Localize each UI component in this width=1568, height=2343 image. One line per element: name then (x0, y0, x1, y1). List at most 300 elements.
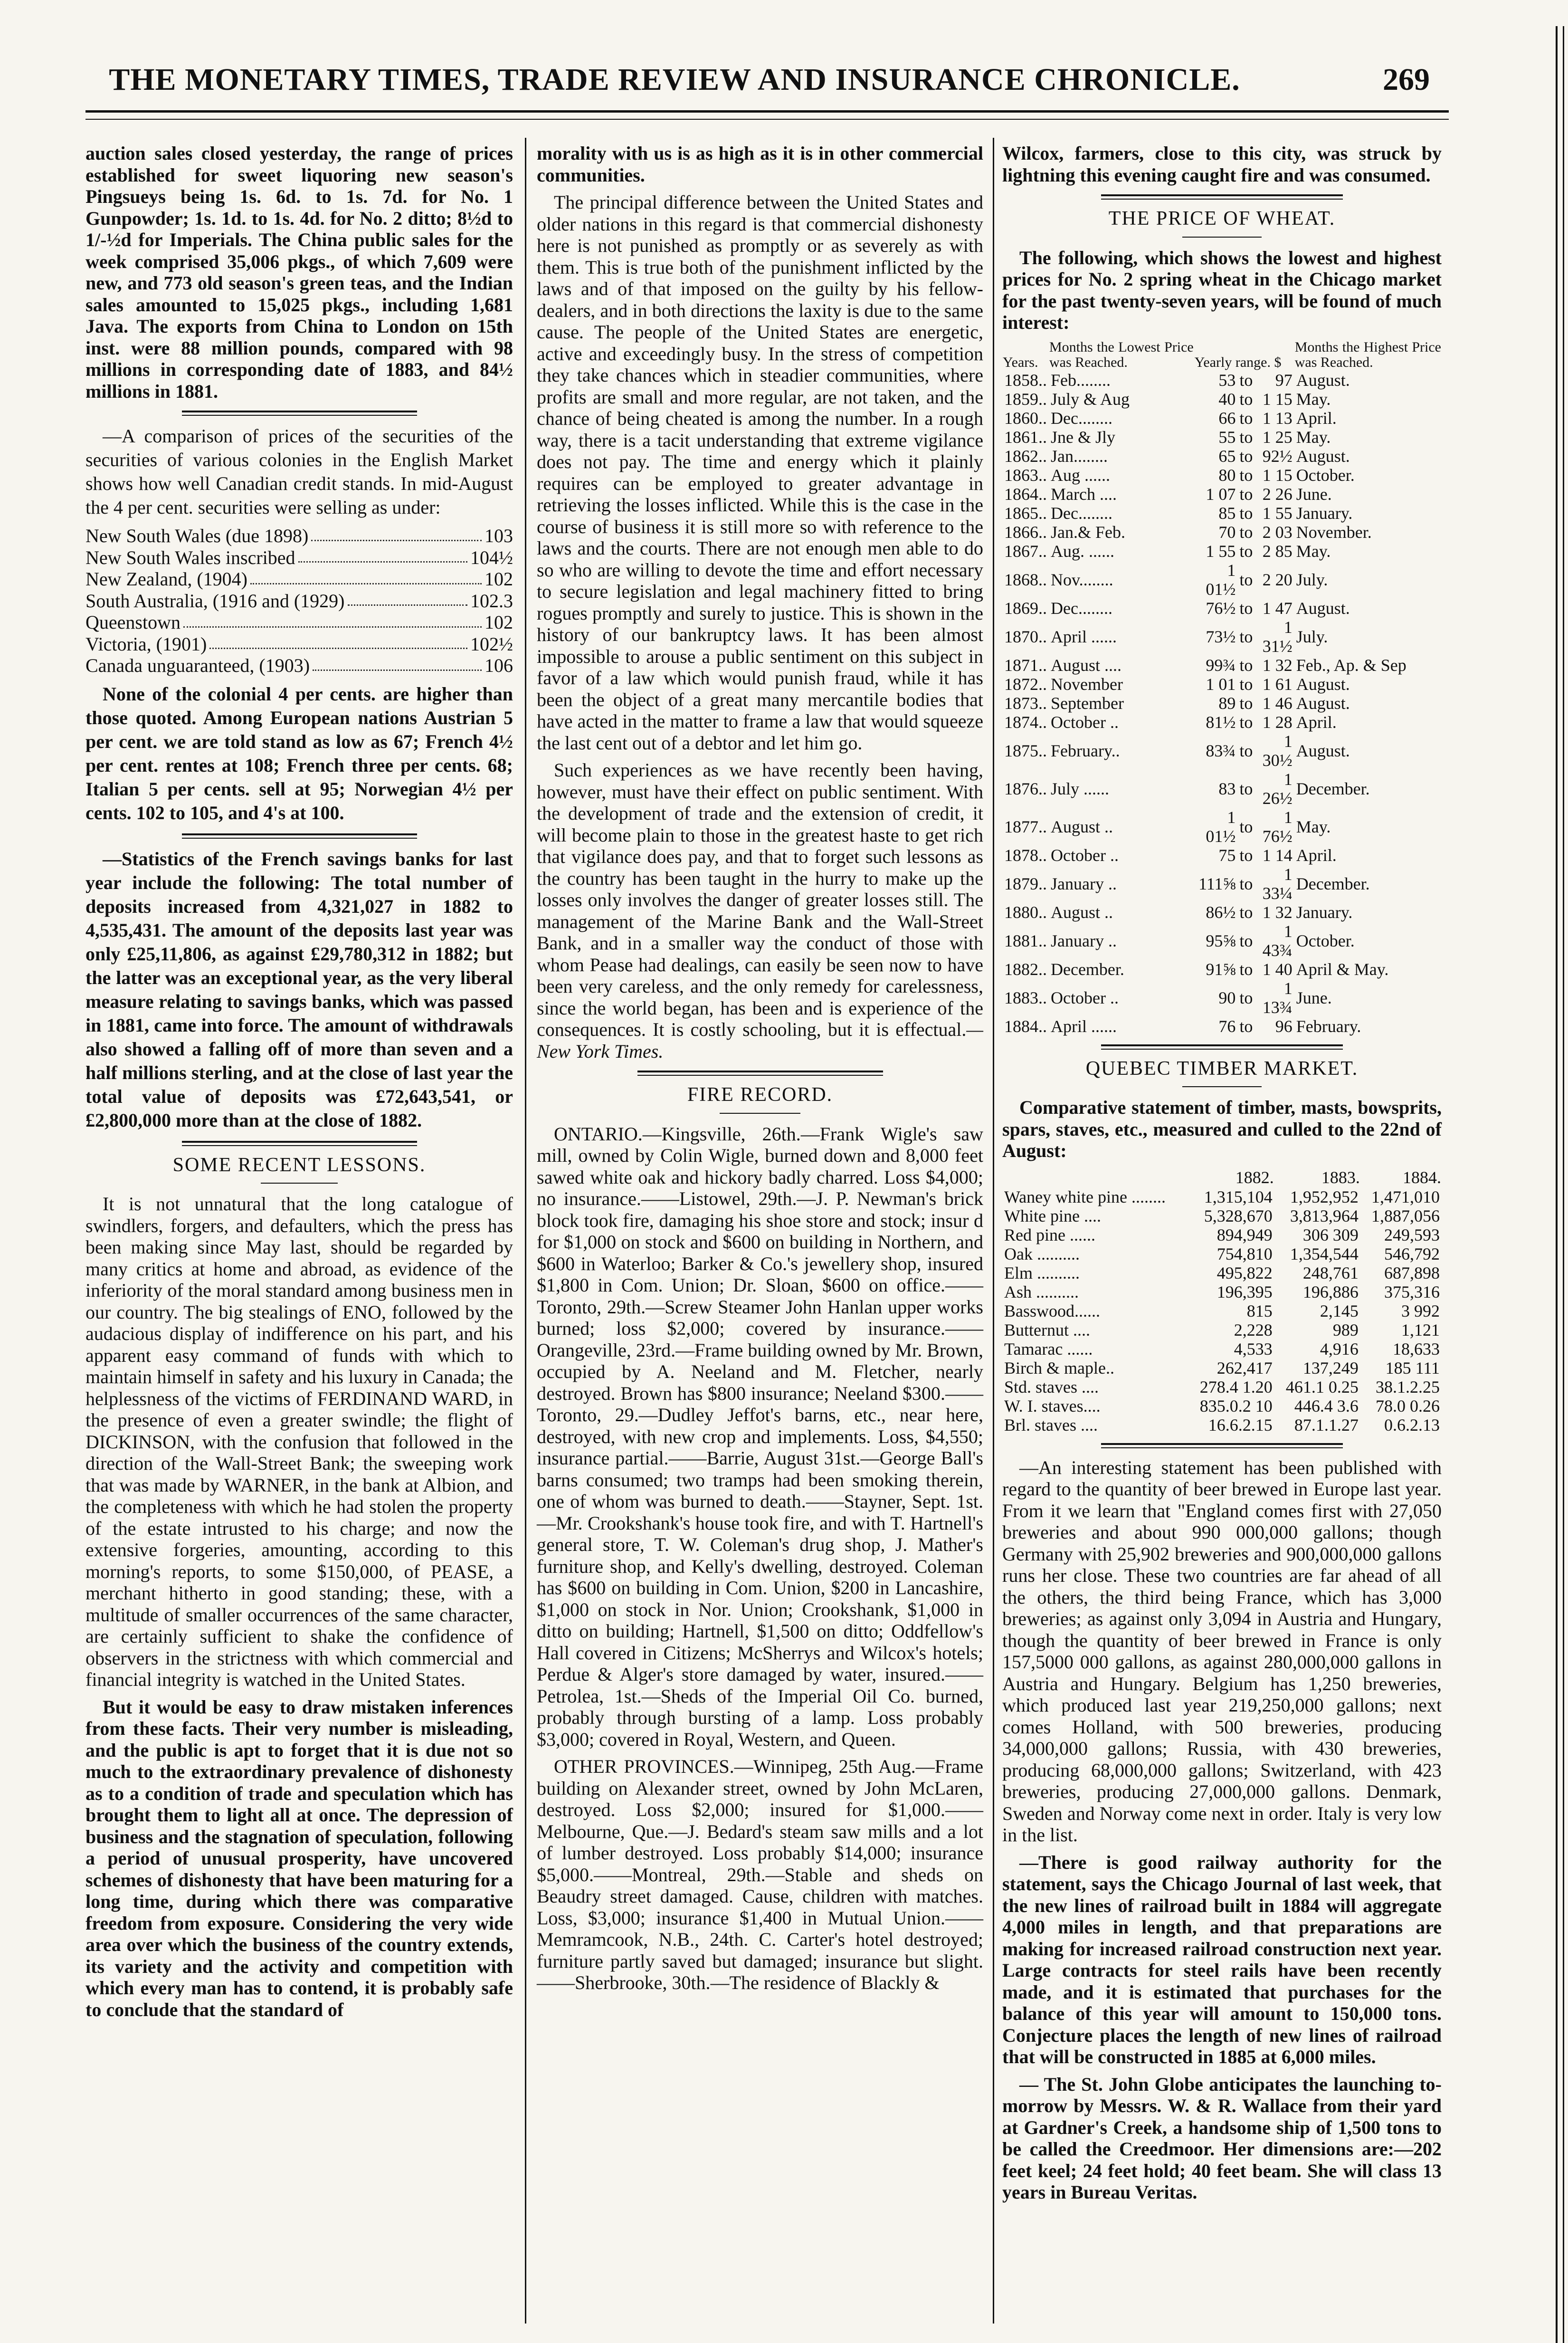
table-cell: 1 55 (1262, 503, 1292, 523)
table-cell: May. (1296, 541, 1331, 561)
table-cell: December. (1296, 779, 1370, 798)
list-item: New Zealand, (1904) 102 (86, 568, 513, 590)
table-cell: to (1239, 541, 1253, 561)
table-row (1002, 1225, 1442, 1244)
table-cell: October .. (1051, 988, 1119, 1007)
running-header (71, 57, 1449, 114)
column-header: Years. (1003, 354, 1038, 370)
table-cell: to (1239, 503, 1253, 523)
wheat-price-table (1002, 339, 1442, 1036)
table-cell: 1 01½ (1206, 560, 1236, 599)
section-heading: QUEBEC TIMBER MARKET. (1085, 1057, 1359, 1080)
table-cell: April ...... (1051, 627, 1117, 646)
region-label: OTHER PROVINCES. (554, 1756, 734, 1777)
table-cell: Elm .......... (1004, 1263, 1080, 1282)
table-cell: 89 (1218, 693, 1236, 713)
table-cell: March .... (1051, 484, 1117, 504)
table-cell: 91⅝ (1206, 959, 1236, 979)
section-heading: FIRE RECORD. (687, 1084, 833, 1106)
paragraph: — The St. John Globe anticipates the launching to-morrow by Messrs. W. & R. Wallace from their yard at Gardner's Creek, a handsome ship of 1,500 tons to be called the Creedmoor. Her dimensions are:—202 feet keel; 24 feet hold; 40 feet beam. She will class 13 years in Bureau Veritas. (1002, 2073, 1442, 2203)
section-rule (182, 833, 417, 839)
table-cell: 1 15 (1262, 465, 1292, 485)
section-heading: THE PRICE OF WHEAT. (1108, 208, 1336, 230)
table-row (1002, 903, 1442, 922)
table-cell: February.. (1051, 741, 1120, 760)
table-row (1002, 1017, 1442, 1036)
section-rule (1101, 1443, 1343, 1448)
table-cell: Dec........ (1051, 598, 1112, 618)
table-cell: 1 40 (1262, 959, 1292, 979)
paragraph: —An interesting statement has been published with regard to the quantity of beer brewed in Europe last year. From it we learn that "England comes first with 27,050 breweries and about 990 000,000 gallons; though Germany with 25,902 breweries and 900,000,000 gallons runs her close. These two countries are far ahead of all the others, the third being France, which has 3,000 breweries; as against only 3,094 in Austria and Hungary, though the quantity of beer brewed in France is only 157,5000 000 gallons, as against 280,000,000 gallons in Austria and Hungary. Belgium has 1,250 breweries, which produced last year 219,250,000 gallons; next comes Holland, with 500 breweries, producing 34,000,000 gallons; Russia, with 430 breweries, producing 68,000,000 gallons; Switzerland, with 423 breweries, producing 27,000,000 gallons. Denmark, Sweden and Norway come next in order. Italy is very low in the list. (1002, 1456, 1442, 1846)
table-cell: 1 25 (1262, 427, 1292, 447)
paragraph (537, 759, 983, 1062)
header-rule (86, 110, 1449, 113)
table-cell: 1 30½ (1262, 731, 1292, 770)
table-cell: April ...... (1051, 1016, 1117, 1036)
table-cell: January. (1296, 503, 1353, 523)
paragraph-text: —Winnipeg, 25th Aug.—Frame building on Alexander street, owned by John McLaren, destroyed. Loss $2,000; insured for $1,000.——Melbourne, Que.—J. Bedard's steam saw mills and a lot of lumber destroyed. Loss probably $14,000; insurance $5,000.——Montreal, 29th.—Stable and sheds on Beaudry street damaged. Cause, children with matches. Loss, $3,000; insurance $1,400 in Mutual Union.——Memramcook, N.B., 24th. C. Carter's hotel destroyed; furniture partly saved but damaged; insurance but slight.——Sherbrooke, 30th.—The residence of Blackly & (537, 1756, 983, 1993)
table-cell: 76½ (1206, 598, 1236, 618)
table-row (1002, 960, 1442, 979)
column-header: 1884. (1403, 1167, 1441, 1187)
table-cell: 835.0.2 10 (1199, 1396, 1273, 1415)
table-cell: February. (1296, 1016, 1361, 1036)
page-frame-line (1563, 26, 1564, 2343)
table-cell: 92½ (1262, 446, 1292, 466)
source-citation: —New York Times. (537, 1019, 983, 1062)
table-row (1002, 656, 1442, 675)
list-item: Queenstown 102 (86, 612, 513, 633)
table-cell: 1 13 (1262, 408, 1292, 428)
table-row (1002, 713, 1442, 732)
table-cell: 1874.. (1004, 712, 1047, 732)
table-cell: 185 111 (1385, 1358, 1440, 1377)
table-cell: 1861.. (1004, 427, 1047, 447)
table-row (1002, 1244, 1442, 1263)
header-rule (86, 119, 1449, 120)
table-cell: Jan.& Feb. (1051, 522, 1125, 542)
table-cell: 38.1.2.25 (1376, 1377, 1440, 1396)
table-cell: to (1239, 988, 1253, 1007)
table-cell: 95⅝ (1206, 931, 1236, 950)
table-cell: April. (1296, 712, 1337, 732)
heading-rule (720, 1113, 800, 1114)
table-cell: 1860.. (1004, 408, 1047, 428)
table-cell: 1883.. (1004, 988, 1047, 1007)
table-cell: Tamarac ...... (1004, 1339, 1093, 1358)
heading-rule (1182, 1086, 1262, 1087)
table-cell: 1864.. (1004, 484, 1047, 504)
paragraph: None of the colonial 4 per cents. are higher than those quoted. Among European nations Austrian 5 per cent. we are told stand as low as 67; French 4½ per cent. rentes at 108; French three per cents. 68; Italian 5 per cents. sell at 95; Norwegian 4½ per cents. 102 to 105, and 4's at 100. (86, 683, 513, 823)
table-cell: 0.6.2.13 (1384, 1415, 1440, 1434)
column-2 (537, 143, 983, 1999)
table-cell: 18,633 (1393, 1339, 1440, 1358)
table-cell: Oak .......... (1004, 1244, 1080, 1263)
table-row (1002, 865, 1442, 903)
table-cell: 65 (1218, 446, 1236, 466)
table-row (1002, 1377, 1442, 1396)
table-cell: to (1239, 959, 1253, 979)
table-cell: 40 (1218, 389, 1236, 409)
table-cell: to (1239, 408, 1253, 428)
table-cell: to (1239, 693, 1253, 713)
table-cell: 53 (1218, 370, 1236, 390)
table-cell: December. (1051, 959, 1124, 979)
securities-list (86, 525, 513, 677)
table-row (1002, 428, 1442, 447)
table-cell: 1 26½ (1262, 769, 1292, 808)
table-cell: 1865.. (1004, 503, 1047, 523)
table-cell: 1877.. (1004, 817, 1047, 836)
table-cell: August. (1296, 446, 1350, 466)
paragraph: The following, which shows the lowest and highest prices for No. 2 spring wheat in the Chicago market for the past twenty-seven years, will be found of much interest: (1002, 247, 1442, 333)
table-row (1002, 485, 1442, 504)
table-cell: Butternut .... (1004, 1320, 1090, 1339)
column-header: Yearly range. $ (1194, 354, 1282, 370)
table-cell: 2,145 (1320, 1301, 1359, 1320)
table-cell: January .. (1051, 874, 1117, 893)
table-cell: 1 14 (1262, 845, 1292, 865)
table-cell: 99¾ (1206, 655, 1236, 675)
table-cell: 2 20 (1262, 570, 1292, 589)
table-cell: May. (1296, 389, 1331, 409)
table-header-row (1002, 1167, 1442, 1187)
table-cell: 76 (1218, 1016, 1236, 1036)
table-cell: October .. (1051, 845, 1119, 865)
table-cell: 97 (1275, 370, 1292, 390)
table-cell: 1875.. (1004, 741, 1047, 760)
list-item: New South Wales inscribed 104½ (86, 546, 513, 568)
table-row (1002, 922, 1442, 960)
table-cell: 1881.. (1004, 931, 1047, 950)
table-cell: 1870.. (1004, 627, 1047, 646)
table-cell: July ...... (1051, 779, 1110, 798)
table-cell: 80 (1218, 465, 1236, 485)
table-cell: 1884.. (1004, 1016, 1047, 1036)
table-row (1002, 1206, 1442, 1225)
table-cell: 1 07 (1206, 484, 1236, 504)
table-cell: to (1239, 484, 1253, 504)
table-cell: April. (1296, 408, 1337, 428)
table-cell: to (1239, 370, 1253, 390)
table-cell: Feb., Ap. & Sep (1296, 655, 1406, 675)
table-row (1002, 561, 1442, 599)
list-item: South Australia, (1916 and (1929) 102.3 (86, 590, 513, 612)
table-cell: December. (1296, 874, 1370, 893)
table-cell: 1863.. (1004, 465, 1047, 485)
table-cell: 4,916 (1320, 1339, 1359, 1358)
table-cell: 546,792 (1384, 1244, 1440, 1263)
table-cell: Waney white pine ........ (1004, 1187, 1166, 1206)
table-cell: 894,949 (1216, 1225, 1273, 1244)
heading-rule (261, 1183, 338, 1184)
header-title: THE MONETARY TIMES, TRADE REVIEW AND INSURANCE CHRONICLE. (109, 62, 1240, 97)
list-item: New South Wales (due 1898) 103 (86, 525, 513, 546)
list-item: Canada unguaranteed, (1903) 106 (86, 655, 513, 676)
table-cell: 1 13¾ (1262, 978, 1292, 1017)
table-cell: 1,121 (1401, 1320, 1440, 1339)
table-cell: to (1239, 817, 1253, 836)
table-cell: June. (1296, 484, 1332, 504)
table-cell: to (1239, 779, 1253, 798)
table-cell: 1 33¼ (1262, 864, 1292, 903)
table-cell: 70 (1218, 522, 1236, 542)
table-row (1002, 732, 1442, 770)
section-rule (1101, 194, 1343, 200)
table-cell: 495,822 (1216, 1263, 1273, 1282)
table-cell: 3 992 (1401, 1301, 1440, 1320)
paragraph-text: Such experiences as we have recently been having, however, must have their effect on public sentiment. With the development of trade and the extension of credit, it will become plain to those in the greatest haste to get rich that vigilance does pay, and that to forget such lessons as the country has been taught in the hurry to make up the losses only involves the danger of greater losses still. The management of the Marine Bank and the Wall-Street Bank, and in a smaller way the conduct of those with whom Pease had dealings, can easily be seen now to have been very careless, and the only remedy for carelessness, since the world began, has been and is experience of the consequences. It is costly schooling, but it is effectual. (537, 759, 983, 1040)
table-row (1002, 1282, 1442, 1301)
table-cell: 96 (1275, 1016, 1292, 1036)
table-cell: to (1239, 446, 1253, 466)
region-label: ONTARIO. (554, 1123, 643, 1145)
table-cell: 687,898 (1384, 1263, 1440, 1282)
table-cell: 1879.. (1004, 874, 1047, 893)
table-cell: 83 (1218, 779, 1236, 798)
table-cell: Jan........ (1051, 446, 1108, 466)
table-cell: 989 (1332, 1320, 1359, 1339)
heading-rule (1182, 237, 1262, 238)
table-cell: 16.6.2.15 (1208, 1415, 1273, 1434)
table-cell: to (1239, 902, 1253, 922)
table-cell: Ash .......... (1004, 1282, 1079, 1301)
table-cell: Birch & maple.. (1004, 1358, 1114, 1377)
table-row (1002, 599, 1442, 618)
table-cell: Dec........ (1051, 503, 1112, 523)
table-cell: 1 28 (1262, 712, 1292, 732)
table-cell: to (1239, 1016, 1253, 1036)
section-rule (637, 1071, 883, 1076)
table-cell: Aug ...... (1051, 465, 1110, 485)
table-cell: 1 32 (1262, 902, 1292, 922)
table-cell: 815 (1246, 1301, 1273, 1320)
table-cell: 1868.. (1004, 570, 1047, 589)
table-row (1002, 390, 1442, 409)
table-cell: to (1239, 655, 1253, 675)
paragraph: —Statistics of the French savings banks for last year include the following: The total number of deposits increased from 4,321,027 in 1882 to 4,535,431. The amount of the deposits last year was only £25,11,806, as against £29,780,312 in 1882; but the latter was an exceptional year, as the very liberal measure relating to savings banks, which was passed in 1881, came into force. The amount of withdrawals also showed a falling off of more than seven and a half millions sterling, and at the close of last year the total value of deposits was £72,643,541, or £2,800,000 more than at the close of 1882. (86, 848, 513, 1131)
table-cell: 196,886 (1302, 1282, 1359, 1301)
table-cell: 1 46 (1262, 693, 1292, 713)
table-row (1002, 1415, 1442, 1434)
section-rule (1101, 1044, 1343, 1050)
table-cell: 461.1 0.25 (1285, 1377, 1359, 1396)
column-1 (86, 143, 513, 2026)
table-cell: 196,395 (1216, 1282, 1273, 1301)
table-cell: to (1239, 674, 1253, 694)
table-cell: October. (1296, 931, 1355, 950)
table-cell: 1,315,104 (1204, 1187, 1273, 1206)
table-cell: to (1239, 741, 1253, 760)
table-cell: 278.4 1.20 (1199, 1377, 1273, 1396)
table-cell: 248,761 (1302, 1263, 1359, 1282)
table-cell: 1866.. (1004, 522, 1047, 542)
paragraph: The principal difference between the United States and older nations in this regard is that commercial dishonesty here is not punished as promptly or as severely as with them. This is true both of the punishment inflicted by the laws and of that imposed on the guilty by his fellow-dealers, and in both directions the laxity is due to the same cause. The people of the United States are energetic, active and exceedingly busy. In the stress of competition they take chances which in steadier communities, where profits are small and more regular, are not taken, and the chance of being cheated is among the number. In a rough way, there is a tacit understanding that extreme vigilance does not pay. The time and energy which it plainly requires can be employed to greater advantage in retrieving the losses inflicted. While this is the case in the course of business it is still more so with reference to the laws and the courts. There are not enough men able to do so who are willing to devote the time and effort necessary to secure legislation and legal machinery fitted to bring rogues promptly and surely to justice. This is shown in the history of our bankruptcy laws. It has been almost impossible to arouse a public sentiment on this subject in favor of a law which would punish fraud, while it has been the object of a great many mercantile bodies that have acted in the matter to frame a law that would squeeze the last cent out of a debtor and let him go. (537, 191, 983, 754)
table-row (1002, 466, 1442, 485)
table-cell: 1 31½ (1262, 617, 1292, 656)
table-row (1002, 675, 1442, 694)
table-cell: to (1239, 712, 1253, 732)
table-cell: 1 47 (1262, 598, 1292, 618)
table-row (1002, 371, 1442, 390)
table-cell: 1876.. (1004, 779, 1047, 798)
table-cell: Dec........ (1051, 408, 1112, 428)
page-number: 269 (1383, 62, 1430, 97)
table-cell: 306 309 (1302, 1225, 1359, 1244)
table-cell: July & Aug (1051, 389, 1130, 409)
table-cell: 1,887,056 (1371, 1206, 1440, 1225)
table-cell: August .. (1051, 817, 1113, 836)
table-cell: 1 32 (1262, 655, 1292, 675)
paragraph: Wilcox, farmers, close to this city, was struck by lightning this evening caught fire and was consumed. (1002, 143, 1442, 186)
table-cell: 1867.. (1004, 541, 1047, 561)
table-cell: Std. staves .... (1004, 1377, 1099, 1396)
table-row (1002, 1301, 1442, 1320)
column-header: Months the Highest Price was Reached. (1294, 339, 1441, 370)
column-3 (1002, 143, 1442, 2209)
table-cell: to (1239, 427, 1253, 447)
table-cell: August. (1296, 693, 1350, 713)
list-item: Victoria, (1901) 102½ (86, 633, 513, 655)
table-cell: June. (1296, 988, 1332, 1007)
column-header: 1882. (1235, 1167, 1274, 1187)
table-cell: 1882.. (1004, 959, 1047, 979)
table-cell: August. (1296, 741, 1350, 760)
table-row (1002, 618, 1442, 656)
table-cell: 2 26 (1262, 484, 1292, 504)
column-divider (525, 138, 526, 2324)
table-cell: 262,417 (1216, 1358, 1273, 1377)
table-cell: 375,316 (1384, 1282, 1440, 1301)
table-row (1002, 542, 1442, 561)
table-cell: 5,328,670 (1204, 1206, 1273, 1225)
table-cell: 249,593 (1384, 1225, 1440, 1244)
table-cell: 1878.. (1004, 845, 1047, 865)
table-cell: 85 (1218, 503, 1236, 523)
table-cell: 1,354,544 (1290, 1244, 1359, 1263)
table-cell: 86½ (1206, 902, 1236, 922)
table-cell: 3,813,964 (1290, 1206, 1359, 1225)
table-cell: Aug. ...... (1051, 541, 1114, 561)
table-cell: January .. (1051, 931, 1117, 950)
table-cell: to (1239, 845, 1253, 865)
table-cell: to (1239, 465, 1253, 485)
table-cell: to (1239, 598, 1253, 618)
section-rule (182, 1141, 417, 1146)
paragraph: morality with us is as high as it is in other commercial communities. (537, 143, 983, 186)
table-row (1002, 979, 1442, 1017)
table-cell: September (1051, 693, 1124, 713)
table-row (1002, 1396, 1442, 1415)
table-cell: Basswood...... (1004, 1301, 1101, 1320)
table-cell: 1862.. (1004, 446, 1047, 466)
table-row (1002, 447, 1442, 466)
table-cell: 66 (1218, 408, 1236, 428)
table-cell: Nov........ (1051, 570, 1113, 589)
section-heading: SOME RECENT LESSONS. (172, 1154, 426, 1176)
table-cell: April. (1296, 845, 1337, 865)
table-row (1002, 523, 1442, 542)
table-cell: 1 01 (1206, 674, 1236, 694)
table-cell: July. (1296, 627, 1328, 646)
table-cell: 446.4 3.6 (1294, 1396, 1359, 1415)
table-cell: August. (1296, 370, 1350, 390)
table-cell: to (1239, 627, 1253, 646)
table-cell: White pine .... (1004, 1206, 1101, 1225)
paragraph: It is not unnatural that the long catalogue of swindlers, forgers, and defaulters, which the press has been making since May last, should be regarded by many critics at home and abroad, as evidence of the inferiority of the moral standard among business men in our country. The big stealings of ENO, followed by the audacious display of indifference on his part, and his apparent easy command of funds with which to maintain himself in safety and his luxury in Canada; the helplessness of the victims of FERDINAND WARD, in the presence of even a greater swindle; the flight of DICKINSON, with the confusion that followed in the direction of the Wall-Street Bank; the sweeping work that was made by WARNER, in the bank at Albion, and the completeness with which he had stolen the property of the estate intrusted to his charge; and now the extensive forgeries, amounting, according to this morning's reports, to some $150,000, of PEASE, a merchant hitherto in good standing; these, with a multitude of smaller occurrences of the same character, are certainly sufficient to shake the confidence of observers in the strictness with which commercial and financial integrity is watched in the United States. (86, 1193, 513, 1690)
table-cell: Brl. staves .... (1004, 1415, 1098, 1434)
table-cell: to (1239, 570, 1253, 589)
table-cell: August. (1296, 598, 1350, 618)
table-row (1002, 1263, 1442, 1282)
table-cell: August. (1296, 674, 1350, 694)
table-cell: 1 01½ (1206, 807, 1236, 846)
table-cell: 78.0 0.26 (1376, 1396, 1440, 1415)
table-cell: 754,810 (1216, 1244, 1273, 1263)
paragraph: —A comparison of prices of the securities of the securities of various colonies in the English Market shows how well Canadian credit stands. In mid-August the 4 per cent. securities were selling as under: (86, 425, 513, 518)
table-cell: 1880.. (1004, 902, 1047, 922)
table-cell: 1,471,010 (1371, 1187, 1440, 1206)
table-cell: 81½ (1206, 712, 1236, 732)
table-cell: April & May. (1296, 959, 1389, 979)
table-cell: Jne & Jly (1051, 427, 1116, 447)
table-cell: August .. (1051, 902, 1113, 922)
table-cell: 1 43¾ (1262, 921, 1292, 960)
table-cell: May. (1296, 427, 1331, 447)
table-cell: Red pine ...... (1004, 1225, 1095, 1244)
table-cell: August .... (1051, 655, 1122, 675)
table-cell: November (1051, 674, 1123, 694)
table-cell: 2 85 (1262, 541, 1292, 561)
table-row (1002, 1339, 1442, 1358)
table-row (1002, 1358, 1442, 1377)
table-cell: to (1239, 389, 1253, 409)
table-cell: W. I. staves.... (1004, 1396, 1101, 1415)
page-frame-line (1556, 26, 1558, 2343)
table-row (1002, 1187, 1442, 1206)
paragraph: But it would be easy to draw mistaken inferences from these facts. Their very number is misleading, and the public is apt to forget that it is due not so much to the extraordinary prevalence of dishonesty as to a condition of trade and speculation which has brought them to light all at once. The depression of business and the stagnation of speculation, following a period of unusual prosperity, have uncovered schemes of dishonesty that have been maturing for a long time, during which there was comparative freedom from exposure. Considering the very wide area over which the business of the country extends, its variety and the activity and competition with which every man has to contend, it is probably safe to conclude that the standard of (86, 1696, 513, 2020)
table-cell: 2 03 (1262, 522, 1292, 542)
table-row (1002, 1320, 1442, 1339)
table-cell: 83¾ (1206, 741, 1236, 760)
table-cell: 4,533 (1234, 1339, 1273, 1358)
table-cell: November. (1296, 522, 1372, 542)
table-cell: 1859.. (1004, 389, 1047, 409)
paragraph (537, 1756, 983, 1994)
table-row (1002, 846, 1442, 865)
paragraph-text: —Kingsville, 26th.—Frank Wigle's saw mill, owned by Colin Wigle, burned down and 8,000 feet sawed white oak and hickory badly charred. Loss $4,000; no insurance.——Listowel, 29th.—J. P. Newman's brick block took fire, damaging his shoe store and stock; insur d for $1,000 on stock and $600 on building in Northern, and $600 in Waterloo; Barker & Co.'s jewellery shop, insured $1,800 in Com. Union; Dr. Sloan, $600 on office.——Toronto, 29th.—Screw Steamer John Hanlan upper works burned; loss $2,000; covered by insurance.——Orangeville, 23rd.—Frame building owned by Mr. Brown, occupied by A. Neeland and M. Fletcher, nearly destroyed. Brown has $800 insurance; Neeland $300.——Toronto, 29.—Dudley Jeffot's barns, etc., near here, destroyed, with new crop and implements. Loss, $4,550; insurance partial.——Barrie, August 31st.—George Ball's barns consumed; two tramps had been smoking therein, one of whom was burned to death.——Stayner, Sept. 1st.—Mr. Crookshank's house took fire, and with T. Hartnell's general store, T. W. Coleman's drug shop, J. Mather's furniture shop, and Kelly's dwelling, destroyed. Coleman has $600 on building in Com. Union, $200 in Lancashire, $1,000 on stock in Nor. Union; Crookshank, $1,000 in ditto on building; Hartnell, $1,500 on ditto; Oddfellow's Hall covered in Citizens; McSherrys and Wilcox's hotels; Perdue & Alger's store damaged by water, insured.——Petrolea, 1st.—Sheds of the Imperial Oil Co. burned, probably through bursting of a lamp. Loss probably $3,000; covered in Royal, Western, and Queen. (537, 1123, 983, 1750)
paragraph: Comparative statement of timber, masts, bowsprits, spars, staves, etc., measured and culled to the 22nd of August: (1002, 1097, 1442, 1161)
paragraph: —There is good railway authority for the statement, says the Chicago Journal of last week, that the new lines of railroad built in 1884 will aggregate 4,000 miles in length, and that preparations are making for increased railroad construction next year. Large contracts for steel rails have been recently made, and it is estimated that purchases for the balance of this year will amount to 150,000 tons. Conjecture places the length of new lines of railroad that will be constructed in 1885 at 6,000 miles. (1002, 1851, 1442, 2067)
table-cell: 1873.. (1004, 693, 1047, 713)
table-cell: 111⅝ (1198, 874, 1236, 893)
table-cell: to (1239, 874, 1253, 893)
table-row (1002, 504, 1442, 523)
table-cell: Feb........ (1051, 370, 1111, 390)
table-cell: 87.1.1.27 (1294, 1415, 1359, 1434)
table-cell: to (1239, 522, 1253, 542)
table-cell: 1872.. (1004, 674, 1047, 694)
paragraph: auction sales closed yesterday, the range of prices established for sweet liquoring new season's Pingsueys being 1s. 6d. to 1s. 7d. for No. 1 Gunpowder; 1s. 1d. to 1s. 4d. for No. 2 ditto; 8½d to 1/-½d for Imperials. The China public sales for the week comprised 35,006 pkgs., of which 7,609 were new, and 773 old season's green teas, and the Indian sales amounted to 15,025 pkgs., including 1,681 Java. The exports from China to London on 15th inst. were 88 million pounds, compared with 98 millions in corresponding date of 1883, and 84½ millions in 1881. (86, 143, 513, 402)
table-cell: 55 (1218, 427, 1236, 447)
table-cell: 1 55 (1206, 541, 1236, 561)
table-row (1002, 409, 1442, 428)
table-cell: 1 15 (1262, 389, 1292, 409)
table-header-row (1002, 339, 1442, 371)
table-cell: to (1239, 931, 1253, 950)
table-row (1002, 808, 1442, 846)
table-cell: 1 61 (1262, 674, 1292, 694)
